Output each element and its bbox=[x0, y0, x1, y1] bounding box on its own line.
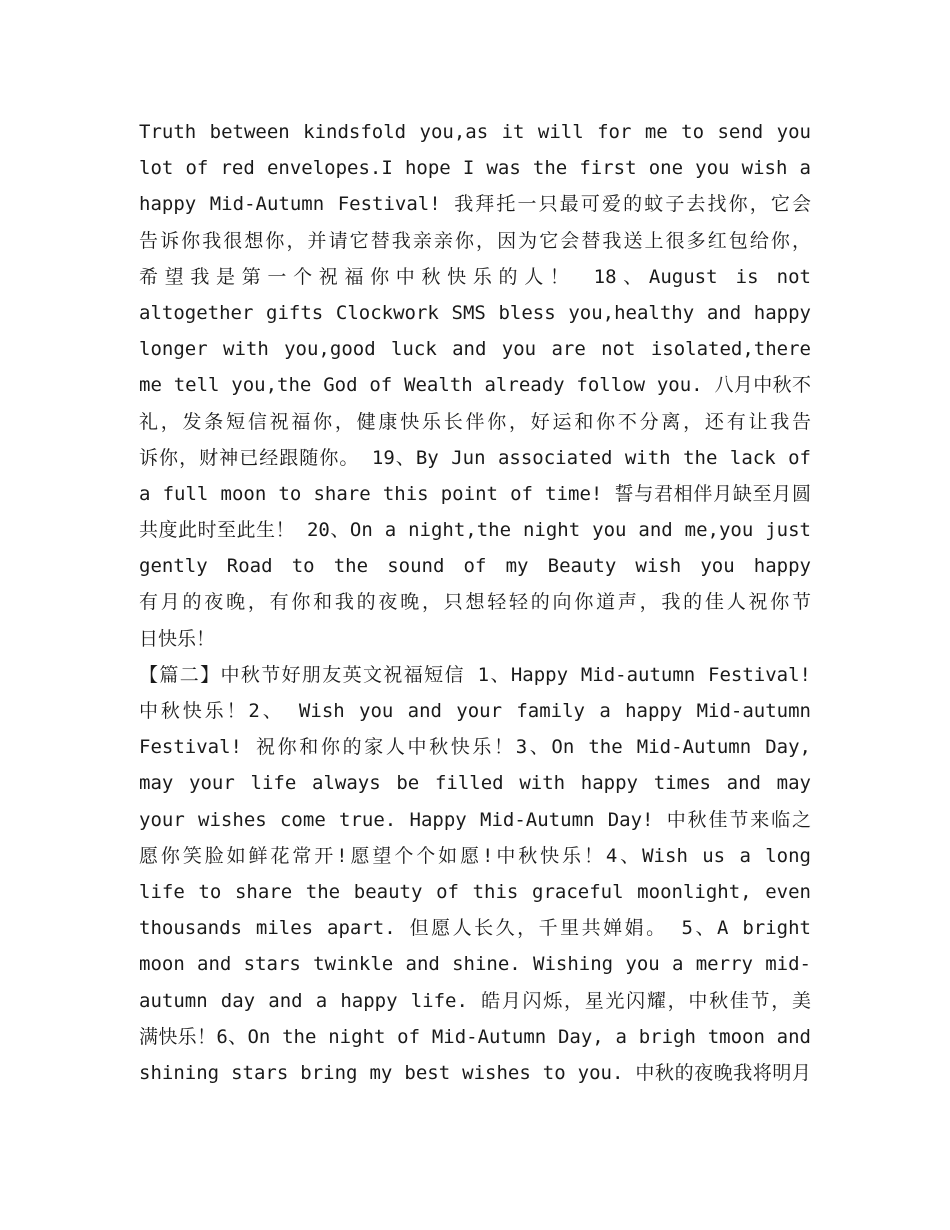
text-line: 有月的夜晚，有你和我的夜晚，只想轻轻的向你道声，我的佳人祝你节 bbox=[139, 591, 811, 614]
text-line: 诉你，财神已经跟随你。 19、By Jun associated with the lack of bbox=[139, 446, 811, 469]
text-line: happy Mid-Autumn Festival! 我拜托一只最可爱的蚊子去找你，它会 bbox=[139, 193, 811, 216]
text-line: a full moon to share this point of time! 誓与君相伴月缺至月圆 bbox=[139, 482, 811, 505]
text-line: your wishes come true. Happy Mid-Autumn Day! 中秋佳节来临之 bbox=[139, 808, 811, 831]
text-line: me tell you,the God of Wealth already follow you. 八月中秋不 bbox=[139, 374, 811, 397]
text-line: Truth between kindsfold you,as it will for me to send you bbox=[139, 121, 811, 143]
text-line: 希望我是第一个祝福你中秋快乐的人！ 18、August is not bbox=[139, 265, 811, 288]
body-text bbox=[139, 114, 811, 1091]
text-line: life to share the beauty of this graceful moonlight, even bbox=[139, 880, 811, 903]
text-line: 共度此时至此生！ 20、On a night,the night you and me,you just bbox=[139, 519, 811, 542]
text-line: 礼，发条短信祝福你，健康快乐长伴你，好运和你不分离，还有让我告 bbox=[139, 410, 811, 433]
text-line: 愿你笑脸如鲜花常开!愿望个个如愿!中秋快乐！4、Wish us a long bbox=[139, 844, 811, 867]
text-line: 满快乐！6、On the night of Mid-Autumn Day, a brigh tmoon and bbox=[139, 1025, 811, 1048]
text-line: lot of red envelopes.I hope I was the first one you wish a bbox=[139, 157, 811, 180]
text-line: moon and stars twinkle and shine. Wishing you a merry mid- bbox=[139, 953, 811, 976]
text-line: 告诉你我很想你，并请它替我亲亲你，因为它会替我送上很多红包给你， bbox=[139, 229, 811, 252]
text-line: shining stars bring my best wishes to you. 中秋的夜晚我将明月 bbox=[139, 1061, 811, 1084]
text-line: thousands miles apart. 但愿人长久，千里共婵娟。 5、A bright bbox=[139, 917, 811, 940]
text-line: 日快乐！ bbox=[139, 627, 216, 650]
text-line: may your life always be filled with happy times and may bbox=[139, 772, 811, 795]
section-heading-line: 【篇二】中秋节好朋友英文祝福短信 1、Happy Mid-autumn Festival! bbox=[139, 663, 811, 686]
text-line: autumn day and a happy life. 皓月闪烁，星光闪耀，中秋佳节，美 bbox=[139, 989, 811, 1012]
text-line: gently Road to the sound of my Beauty wish you happy bbox=[139, 555, 811, 578]
text-line: 中秋快乐！2、 Wish you and your family a happy Mid-autumn bbox=[139, 700, 811, 722]
text-line: altogether gifts Clockwork SMS bless you,healthy and happy bbox=[139, 301, 811, 324]
text-line: longer with you,good luck and you are not isolated,there bbox=[139, 338, 811, 361]
text-line: Festival! 祝你和你的家人中秋快乐！3、On the Mid-Autumn Day, bbox=[139, 736, 811, 759]
